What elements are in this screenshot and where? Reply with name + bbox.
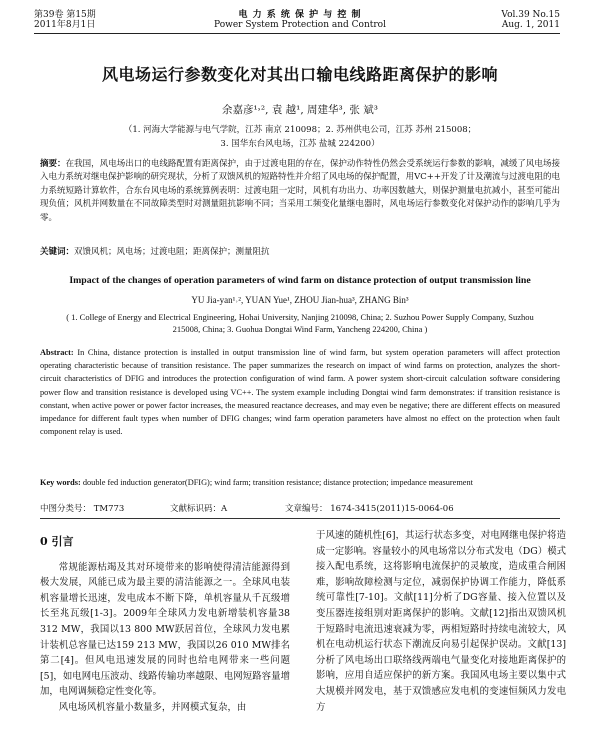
paper-title-en: Impact of the changes of operation parameters of wind farm on distance protection of output transmission line [69,275,531,286]
paper-title-cn: 风电场运行参数变化对其出口输电线路距离保护的影响 [101,65,498,84]
affiliation-en-1: ( 1. College of Energy and Electrical Engineering, Hohai University, Nanjing 210098, China; 2. Suzhou Power Supply Company, Suzhou [66,312,534,322]
keywords-cn-text: 双馈风机；风电场；过渡电阻；距离保护；测量阻抗 [74,247,270,257]
abstract-en-text: In China, distance protection is installed in output transmission line of wind farm, but system operation parameters will affect protection operating characteristic because of transition resistance. The paper summarizes the research on impact of wind farms on protection, analyzes the short-circuit characteristics of DFIG and introduces the protection configuration of wind farm. A power system short-circuit calculation software considering power flow and transition resistance is developed using VC++. The system example including Dongtai wind farm demonstrates: if transition resistance is constant, when active power or power factor increases, the measured reactance decreases, and may even be negative; there are different effects on measured impedance for different fault types when number of DFIG changes; wind farm operation parameters have almost no effect on the protection when fault component relay is used. [40,348,560,437]
body-left-column [40,528,290,716]
body-paragraph: 风电场风机容量小数量多，并网模式复杂，由 [58,701,247,713]
affiliation-cn-1: （1. 河海大学能源与电气学院，江苏 南京 210098；2. 苏州供电公司，江苏 苏州 215008； [123,125,477,135]
article-number: 文章编号： 1674-3415(2011)15-0064-06 [285,504,454,514]
keywords-cn-label: 关键词： [40,247,75,257]
keywords-en [40,478,560,487]
abstract-cn-text: 在我国，风电场出口的电线路配置有距离保护，由于过渡电阻的存在，保护动作特性仍然会受系统运行参数的影响，减缓了风电场接入电力系统对继电保护影响的研究现状，分析了双馈风机的短路特性并介绍了风电场的保护配置，用VC++开发了计及潮流与过渡电阻的电力系统短路计算软件，合东台风电场的系统算例表明：过渡电阻一定时，风机有功出力、功率因数越大，则保护测量电抗减小，甚至可能出现负值；风机并网数量在不同故障类型时对测量阻抗影响不同；当采用工频变化量继电器时，风电场运行参数变化对保护动作的影响几乎为零。 [40,159,560,223]
body-right-column [316,528,566,715]
page-header [0,0,600,40]
journal-volume-info-en [501,10,560,30]
journal-name-cn: 电 力 系 统 保 护 与 控 制 [238,10,362,20]
keywords-en-label: Key words: [40,478,81,487]
abstract-en-label: Abstract: [40,348,74,357]
affiliation-en-2: 215008, China; 3. Guohua Dongtai Wind Farm, Yancheng 224200, China ) [172,324,428,334]
header-rule [34,33,560,34]
volume-en: Vol.39 No.15 [501,10,560,20]
abstract-cn-label: 摘要： [40,159,66,169]
keywords-en-text: double fed induction generator(DFIG); wind farm; transition resistance; distance protection; impedance measurement [82,478,473,487]
authors-en: YU Jia-yan¹˒², YUAN Yue¹, ZHOU Jian-hua³, ZHANG Bin³ [191,295,409,305]
volume-issue: 第39卷 第15期 [34,10,96,20]
body-paragraph: 于风速的随机性[6]，其运行状态多变，对电网继电保护将造成一定影响。容量较小的风电场常以分布式发电（DG）模式接入配电系统，这将影响电流保护的灵敏度，造成重合闸困难，影响故障检测与定位，减弱保护协调工作能力，降低系统可靠性[7-10]。文献[11]分析了DG容量、接入位置以及变压器连接组别对距离保护的影响。文献[12]指出双馈风机于短路时电流迅速衰减为零，两相短路时持续电流较大，风机在电动机运行状态下潮流反向易引起保护误动。文献[13]分析了风电场出口联络线两端电气量变化对接地距离保护的影响，应用自适应保护的新方案。我国风电场主要以集中式大规模并网发电，基于双馈感应发电机的变速恒频风力发电方 [316,530,566,713]
document-code: 文献标识码：A [170,504,228,514]
keywords-cn [40,245,560,257]
date-en: Aug. 1, 2011 [501,20,560,30]
issue-date: 2011年8月1日 [34,20,96,30]
abstract-cn [40,158,560,225]
abstract-en [40,346,560,438]
section-heading-introduction: 0 引言 [40,535,74,548]
journal-name-en: Power System Protection and Control [214,20,386,30]
meta-rule [40,518,560,519]
affiliation-cn-2: 3. 国华东台风电场，江苏 盐城 224200） [220,139,380,149]
clc-number: 中图分类号： TM773 [40,504,125,514]
body-paragraph: 常规能源枯竭及其对环境带来的影响使得清洁能源得到极大发展，风能已成为最主要的清洁能源之一。全球风电装机容量增长迅速，发电成本不断下降，单机容量从千瓦级增长至兆瓦级[1-3]。2009年全球风力发电新增装机容量38 312 MW，我国以13 800 MW跃居首位，全球风力发电累计装机总容量已达159 213 MW，我国以26 010 MW排名第二[4]。但风电迅速发展的同时也给电网带来一些问题[5]，如电网电压波动、线路传输功率越限、电网短路容量增加，电网调频稳定性变化等。 [40,561,290,698]
authors-cn: 余嘉彦¹˒², 袁 越¹, 周建华³, 张 斌³ [222,104,378,116]
